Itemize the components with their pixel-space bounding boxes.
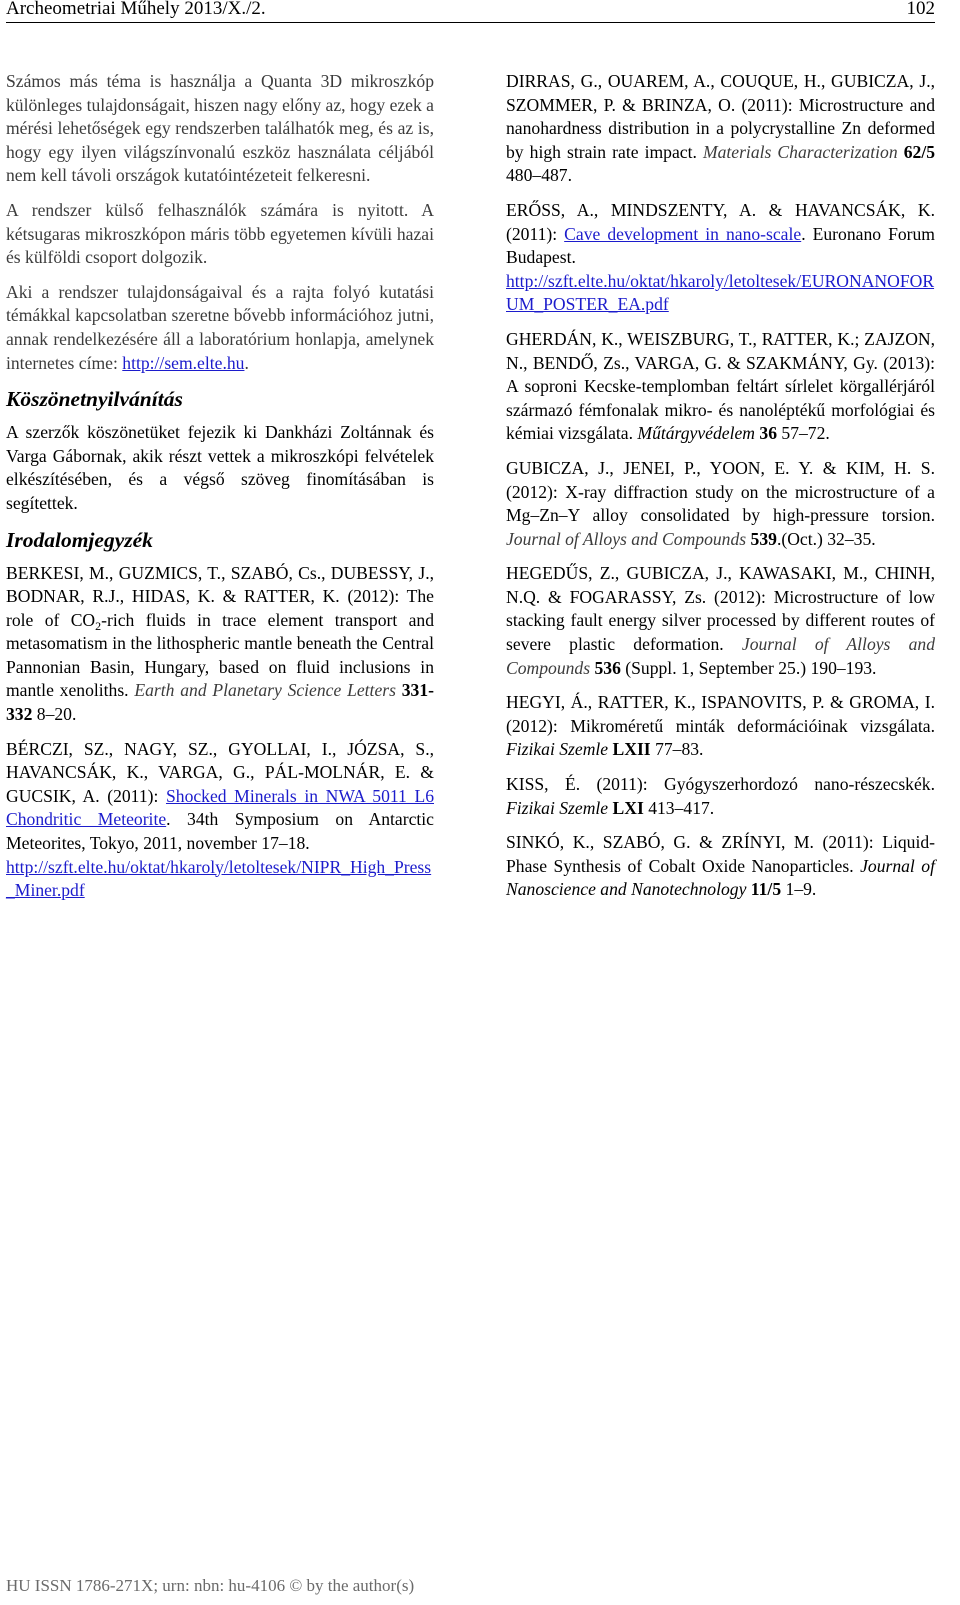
ref-pages: 413–417. [643,797,715,818]
homepage-link[interactable]: http://sem.elte.hu [122,352,245,373]
ref-authors: ERŐSS, A., MINDSZENTY, A. & HAVANCSÁK, K. (2011): [506,199,935,244]
ref-authors: GUBICZA, J., JENEI, P., YOON, E. Y. & KIM, H. S. [506,457,935,478]
ref-authors: SINKÓ, K., SZABÓ, G. & ZRÍNYI, M. [506,832,823,853]
ref-volume: 536 [590,657,621,678]
reference-sinko [506,831,935,902]
acknowledgement-heading: Köszönetnyilvánítás [6,387,183,412]
ref-url-link[interactable]: http://szft.elte.hu/oktat/hkaroly/letoltesek/NIPR_High_Press_Miner.pdf [6,856,432,901]
ref-title: (2012): Microstructure of low stacking fault energy silver processed by different routes of severe plastic deformation. [506,586,935,655]
ref-title: (2012): Mikroméretű minták deformációinak vizsgálata. [506,715,935,736]
ref-title-part: (2012): The role of CO [6,586,434,630]
left-column [6,70,434,914]
ref-title: (2011): Liquid-Phase Synthesis of Cobalt Oxide Nanoparticles. [506,832,936,876]
ref-volume: 11/5 [746,879,782,900]
ref-pages: 1–9. [781,879,817,900]
reference-dirras [506,70,935,188]
reference-kiss [506,773,935,820]
acknowledgement-text: A szerzők köszönetüket fejezik ki Dankházi Zoltánnak és Varga Gábornak, akik részt vettek a mikroszkópi felvételek elkészítésében, és a végső szöveg finomításában is segítettek. [6,422,434,513]
reference-gherdan [506,328,935,446]
ref-subscript: 2 [95,618,102,633]
ref-title-part: -rich fluids in trace element transport and metasomatism in the lithospheric mantle beneath the Central Pannonian Basin, Hungary, based on fluid inclusions in mantle xenoliths. [6,609,434,701]
ref-pages: .(Oct.) 32–35. [776,528,876,549]
homepage-end: . [244,352,249,373]
homepage-text: Aki a rendszer tulajdonságaival és a rajta folyó kutatási témákkal kapcsolatban szeretne bővebb információhoz jutni, annak rendelkezésére áll a laboratórium honlapja, amelynek internetes címe: [6,281,434,373]
page-footer: HU ISSN 1786-271X; urn: nbn: hu-4106 © by the author(s) [6,1576,415,1595]
ref-pages: 8–20. [32,704,77,725]
ref-url-link[interactable]: http://szft.elte.hu/oktat/hkaroly/letoltesek/EURONANOFORUM_POSTER_EA.pdf [506,270,935,315]
ref-volume: 36 [755,423,777,444]
reference-eross [506,199,935,317]
ref-authors: HEGYI, Á., RATTER, K., ISPANOVITS, P. & GROMA, I. [506,692,935,713]
ref-journal: Journal of Alloys and Compounds [506,528,747,549]
reference-hegyi [506,691,935,762]
running-header [6,0,935,23]
ref-journal: Earth and Planetary Science Letters [134,680,396,701]
ref-title: (2012): X-ray diffraction study on the microstructure of a Mg–Zn–Y alloy consolidated by high-pressure torsion. [506,481,935,526]
ref-journal: Materials Characterization [702,141,898,162]
references-heading: Irodalomjegyzék [6,527,153,552]
ref-authors: HEGEDŰS, Z., GUBICZA, J., KAWASAKI, M., CHINH, N.Q. & FOGARASSY, Zs. [506,563,935,607]
reference-berkesi [6,562,434,727]
ref-volume: 331-332 [6,680,434,725]
ref-journal: Fizikai Szemle [506,797,609,818]
reference-hegedus [506,562,935,680]
ref-journal: Fizikai Szemle [506,739,609,760]
paragraph-homepage [6,281,434,375]
paragraph-quanta: Számos más téma is használja a Quanta 3D mikroszkóp különleges tulajdonságait, hiszen nagy előny az, hogy ezek a mérési lehetőségek egy rendszerben találhatók meg, és az is, hogy egy ilyen világszínvonalú eszköz használata céljából nem kell távoli országok kutatóintézeteit felkeresni. [6,71,434,186]
ref-title: (2013): A soproni Kecske-templomban feltárt sírlelet körgallérjáról származó fémfonalak mikro- és nanoléptékű morfológiai és kémiai vizsgálata. [506,352,935,444]
ref-authors: DIRRAS, G., OUAREM, A., COUQUE, H., GUBICZA, J., SZOMMER, P. & BRINZA, O. [506,71,935,115]
journal-title: Archeometriai Műhely 2013/X./2. [6,0,266,19]
ref-title-link[interactable]: Shocked Minerals in NWA 5011 L6 Chondritic Meteorite [6,785,434,830]
ref-volume: LXI [608,797,644,818]
ref-authors: GHERDÁN, K., WEISZBURG, T., RATTER, K.; ZAJZON, N., BENDŐ, Zs., VARGA, G. & SZAKMÁNY, Gy. [506,328,935,373]
paragraph-external-users: A rendszer külső felhasználók számára is nyitott. A kétsugaras mikroszkópon máris több egyetemen kívüli hazai és külföldi csoport dolgozik. [6,199,434,268]
ref-authors: KISS, É. [506,774,597,795]
ref-authors: BERKESI, M., GUZMICS, T., SZABÓ, Cs., DUBESSY, J., BODNAR, R.J., HIDAS, K. & RATTER, K. [6,562,434,607]
ref-title: (2011): Microstructure and nanohardness distribution in a polycrystalline Zn deformed by high strain rate impact. [506,94,935,162]
ref-details: . Euronano Forum Budapest. [506,223,935,268]
ref-journal: Műtárgyvédelem [637,423,755,444]
ref-title: (2011): Gyógyszerhordozó nano-részecskék. [596,774,935,795]
ref-pages: 77–83. [650,739,704,760]
ref-pages: (Suppl. 1, September 25.) 190–193. [620,657,877,678]
ref-volume: 539 [746,528,777,549]
ref-title-link[interactable]: Cave development in nano-scale [564,223,802,244]
reference-berczi [6,738,434,903]
ref-pages: 57–72. [777,423,830,444]
reference-gubicza [506,457,935,551]
ref-journal: Journal of Alloys and Compounds [506,634,935,678]
ref-authors: BÉRCZI, SZ., NAGY, SZ., GYOLLAI, I., JÓZSA, S., HAVANCSÁK, K., VARGA, G., PÁL-MOLNÁR, E. & GUCSIK, A. (2011): [6,738,434,806]
ref-details: . 34th Symposium on Antarctic Meteorites, Tokyo, 2011, november 17–18. [6,809,434,854]
right-column [506,70,935,913]
ref-journal: Journal of Nanoscience and Nanotechnology [506,855,935,900]
page-number: 102 [906,0,935,19]
ref-pages: 480–487. [506,165,572,186]
ref-volume: LXII [608,739,651,760]
ref-volume: 62/5 [897,141,936,162]
